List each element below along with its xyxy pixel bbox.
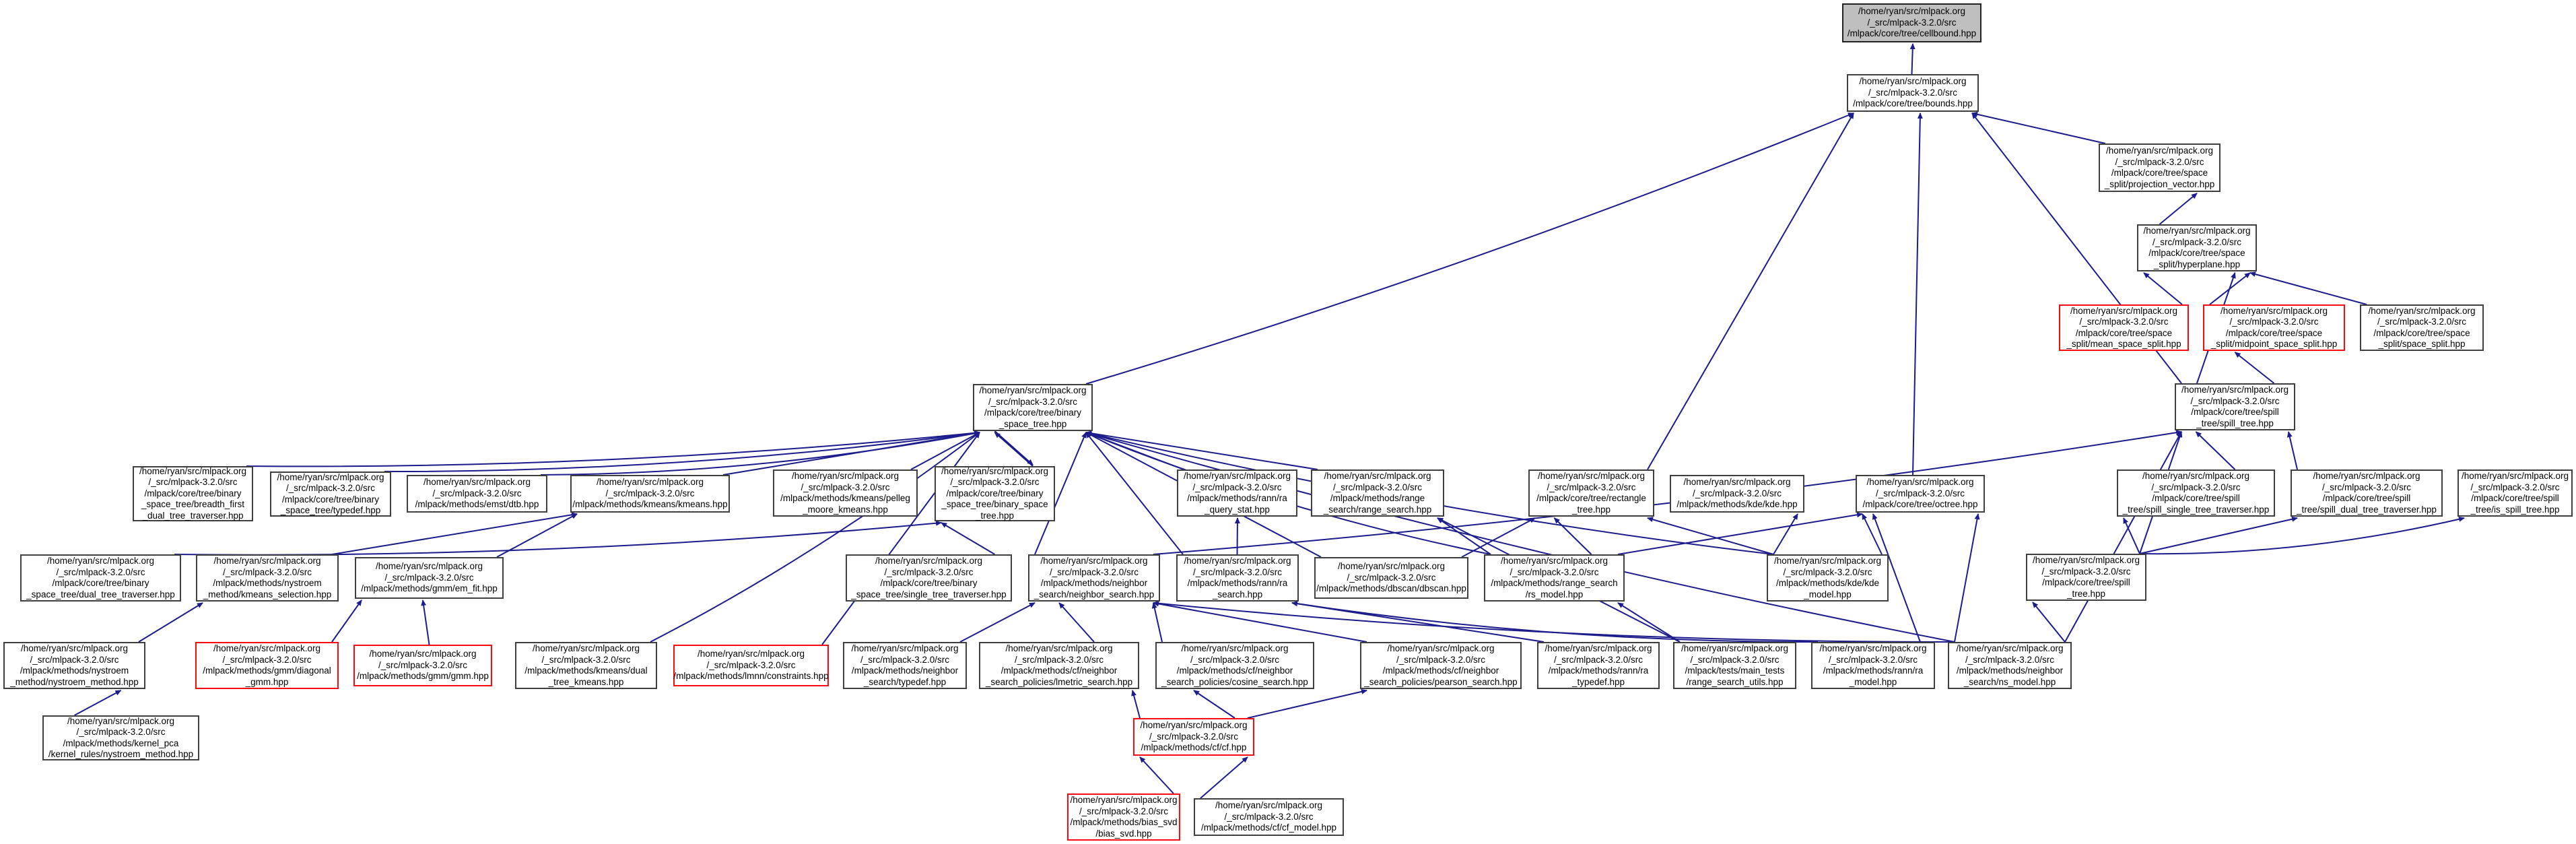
graph-node-label-line: /_src/mlpack-3.2.0/src [222, 566, 312, 577]
graph-node-label-line: _search/neighbor_search.hpp [1033, 589, 1155, 599]
graph-node-label-line: /mlpack/core/tree/cellbound.hpp [1847, 28, 1977, 39]
graph-node-rectangle_tree[interactable] [1528, 469, 1654, 517]
graph-node-label-line: /_src/mlpack-3.2.0/src [1224, 811, 1314, 822]
graph-node-label-line: /home/ryan/src/mlpack.org [2143, 226, 2251, 236]
graph-node-label-line: /mlpack/core/tree/binary [984, 408, 1082, 418]
graph-node-label-line: _typedef.hpp [1571, 676, 1625, 687]
edge-nystroem_method-to-kmeans_selection [139, 603, 203, 642]
graph-node-label-line: /_src/mlpack-3.2.0/src [605, 488, 695, 498]
graph-node-label-line: _tree/spill_tree.hpp [2196, 418, 2274, 428]
graph-node-label-line: /_src/mlpack-3.2.0/src [2321, 482, 2412, 492]
graph-node-spill_dual_tree_traverser[interactable] [2291, 469, 2443, 517]
edge-binary_space_tree_inner-to-binary_space_tree [995, 432, 1033, 466]
graph-node-spill_tree[interactable] [2175, 383, 2295, 430]
graph-node-label-line: /_src/mlpack-3.2.0/src [860, 654, 950, 665]
edge-cosine_search-to-neighbor_search [1153, 603, 1162, 642]
graph-node-label-line: /_src/mlpack-3.2.0/src [1868, 87, 1958, 98]
graph-node-label-line: /home/ryan/src/mlpack.org [1537, 471, 1646, 481]
graph-node-label-line: _search/typedef.hpp [863, 676, 947, 687]
edge-rs_model-to-rectangle_tree [1555, 518, 1592, 554]
graph-node-label-line: /mlpack/methods/gmm/gmm.hpp [357, 671, 489, 682]
edge-octree-to-bounds [1913, 113, 1920, 475]
edge-bounds-to-cellbound [1912, 44, 1913, 74]
graph-node-label-line: /mlpack/core/tree/space [2148, 248, 2245, 258]
graph-node-rs_model[interactable] [1484, 554, 1625, 602]
graph-node-label-line: _split/projection_vector.hpp [2104, 178, 2215, 189]
graph-node-label-line: /mlpack/methods/gmm/diagonal [203, 666, 331, 676]
graph-node-label-line: _tree/is_spill_tree.hpp [2470, 504, 2560, 515]
graph-node-label-line: /home/ryan/src/mlpack.org [423, 477, 531, 488]
graph-node-label-line: /_src/mlpack-3.2.0/src [56, 566, 145, 577]
graph-node-bias_svd[interactable] [1067, 793, 1180, 841]
graph-node-label-line: /_src/mlpack-3.2.0/src [378, 659, 468, 670]
graph-node-label-line: /home/ryan/src/mlpack.org [1683, 477, 1791, 488]
edge-bst_typedef-to-binary_space_tree [384, 432, 980, 472]
graph-node-label-line: _search.hpp [1212, 589, 1263, 599]
graph-node-label-line: /mlpack/methods/neighbor [851, 666, 959, 676]
graph-node-label-line: /bias_svd.hpp [1095, 828, 1152, 839]
graph-node-label-line: /_src/mlpack-3.2.0/src [801, 482, 890, 492]
graph-node-neighbor_search[interactable] [1028, 554, 1160, 602]
graph-node-label-line: /_src/mlpack-3.2.0/src [432, 488, 522, 498]
graph-node-is_spill_tree[interactable] [2458, 469, 2573, 517]
graph-node-dbscan[interactable] [1314, 557, 1468, 599]
edge-mean_space_split-to-hyperplane [2144, 273, 2182, 304]
edge-kde_model-to-rectangle_tree [1648, 518, 1773, 554]
graph-node-label-line: /mlpack/methods/rann/ra [1187, 578, 1288, 588]
graph-node-label-line: /mlpack/core/tree/binary [281, 494, 380, 505]
graph-node-label-line: /home/ryan/src/mlpack.org [1215, 800, 1323, 811]
graph-node-label-line: _dual_tree_traverser.hpp [142, 510, 244, 521]
graph-node-label-line: _tree_kmeans.hpp [548, 676, 624, 687]
graph-node-label-line: /_src/mlpack-3.2.0/src [1867, 17, 1957, 28]
graph-node-label-line: /home/ryan/src/mlpack.org [1859, 76, 1967, 87]
graph-node-label-line: /mlpack/methods/cf/neighbor [1176, 666, 1293, 676]
graph-node-diagonal_gmm[interactable] [195, 642, 339, 689]
graph-node-pearson_search[interactable] [1360, 642, 1522, 689]
graph-node-breadth_first_dual_tree_traverser[interactable] [133, 466, 253, 521]
graph-node-bst_typedef[interactable] [270, 472, 391, 517]
graph-node-label-line: /mlpack/core/tree/space [2225, 327, 2323, 338]
graph-node-single_tree_traverser[interactable] [846, 554, 1012, 602]
graph-node-midpoint_space_split[interactable] [2203, 304, 2345, 351]
edge-core_spill_tree-to-is_spill_tree [2140, 518, 2464, 554]
edge-dual_tree_kmeans-to-binary_space_tree [650, 432, 983, 642]
graph-node-label-line: /_src/mlpack-3.2.0/src [541, 654, 631, 665]
graph-node-label-line: _tree/spill_single_tree_traverser.hpp [2122, 504, 2270, 515]
graph-node-label-line: /_src/mlpack-3.2.0/src [222, 654, 312, 665]
graph-node-label-line: /_src/mlpack-3.2.0/src [2115, 156, 2204, 167]
edge-cf-to-lmetric_search [1132, 690, 1140, 718]
graph-node-label-line: /home/ryan/src/mlpack.org [2461, 471, 2569, 481]
edge-cf-to-pearson_search [1248, 690, 1367, 718]
graph-node-label-line: /_src/mlpack-3.2.0/src [1014, 654, 1104, 665]
edge-ns_model-to-spill_tree [2065, 432, 2181, 642]
edge-kernel_pca_nystroem-to-nystroem_method [75, 690, 121, 715]
edge-spill_dual_tree_traverser-to-spill_tree [2289, 432, 2297, 469]
edge-breadth_first_dual_tree_traverser-to-binary_space_tree [246, 432, 980, 466]
graph-node-label-line: _method/nystroem_method.hpp [10, 676, 139, 687]
graph-node-label-line: /mlpack/methods/nystroem [213, 578, 322, 588]
graph-node-projection_vector[interactable] [2099, 143, 2221, 192]
graph-node-label-line: /mlpack/methods/kmeans/dual [524, 666, 648, 676]
graph-node-label-line: /mlpack/methods/range_search [1491, 578, 1618, 588]
graph-node-label-line: /_src/mlpack-3.2.0/src [988, 396, 1078, 407]
graph-node-label-line: _search_policies/pearson_search.hpp [1364, 676, 1518, 687]
graph-node-label-line: _split/midpoint_space_split.hpp [2210, 339, 2338, 349]
graph-node-label-line: /kernel_rules/nystroem_method.hpp [48, 749, 194, 759]
graph-node-label-line: _method/kmeans_selection.hpp [203, 589, 332, 599]
graph-node-label-line: /mlpack/core/tree/spill [2152, 493, 2240, 503]
graph-node-label-line: _space_tree/binary_space [941, 499, 1048, 510]
graph-node-label-line: /mlpack/methods/cf/neighbor [1001, 666, 1118, 676]
graph-node-label-line: /mlpack/methods/nystroem [20, 666, 129, 676]
graph-node-label-line: /_src/mlpack-3.2.0/src [2190, 395, 2280, 406]
graph-node-label-line: /mlpack/core/tree/spill [2322, 493, 2411, 503]
graph-node-spill_single_tree_traverser[interactable] [2117, 469, 2275, 517]
graph-node-label-line: /mlpack/core/tree/bounds.hpp [1853, 98, 1973, 109]
graph-node-kde[interactable] [1670, 475, 1804, 513]
graph-node-label-line: /home/ryan/src/mlpack.org [213, 643, 321, 653]
graph-node-label-line: /mlpack/methods/cf/cf.hpp [1141, 742, 1247, 753]
graph-node-label-line: /range_search_utils.hpp [1686, 676, 1784, 687]
graph-node-label-line: /home/ryan/src/mlpack.org [1181, 643, 1289, 653]
graph-node-label-line: _space_tree/dual_tree_traverser.hpp [26, 589, 175, 599]
edge-dual_tree_traverser-to-binary_space_tree_inner [174, 523, 941, 555]
graph-node-label-line: /mlpack/core/tree/octree.hpp [1862, 499, 1978, 510]
edge-kde_model-to-kde [1773, 514, 1798, 554]
edge-lmetric_search-to-neighbor_search [1059, 603, 1094, 642]
graph-node-label-line: /_src/mlpack-3.2.0/src [1965, 654, 2055, 665]
graph-node-label-line: /_src/mlpack-3.2.0/src [2229, 317, 2319, 327]
graph-node-space_split[interactable] [2360, 304, 2484, 351]
graph-node-label-line: /_src/mlpack-3.2.0/src [1553, 654, 1643, 665]
graph-node-label-line: /_src/mlpack-3.2.0/src [884, 566, 974, 577]
graph-node-label-line: _tree.hpp [975, 510, 1015, 521]
graph-node-label-line: /mlpack/core/tree/binary [880, 578, 978, 588]
graph-node-label-line: /_src/mlpack-3.2.0/src [2377, 317, 2467, 327]
edge-spill_tree-to-midpoint_space_split [2235, 352, 2274, 383]
graph-node-label-line: _tree/spill_dual_tree_traverser.hpp [2297, 504, 2437, 515]
graph-node-label-line: /_src/mlpack-3.2.0/src [1692, 488, 1782, 498]
graph-node-label-line: /home/ryan/src/mlpack.org [596, 477, 704, 488]
graph-node-label-line: /home/ryan/src/mlpack.org [1070, 795, 1178, 805]
graph-node-label-line: _space_tree.hpp [998, 418, 1067, 429]
graph-node-label-line: /_src/mlpack-3.2.0/src [2079, 317, 2169, 327]
graph-node-label-line: /_src/mlpack-3.2.0/src [76, 727, 166, 737]
graph-node-label-line: /home/ryan/src/mlpack.org [791, 471, 900, 481]
graph-node-label-line: _split/hyperplane.hpp [2153, 259, 2241, 269]
graph-node-nystroem_method[interactable] [3, 642, 145, 689]
graph-node-label-line: /home/ryan/src/mlpack.org [1545, 643, 1652, 653]
edge-constraints-to-binary_space_tree [822, 432, 983, 645]
graph-node-label-line: /home/ryan/src/mlpack.org [1387, 643, 1495, 653]
graph-node-label-line: /_src/mlpack-3.2.0/src [1510, 566, 1599, 577]
graph-node-label-line: /_src/mlpack-3.2.0/src [1547, 482, 1636, 492]
graph-node-label-line: /_src/mlpack-3.2.0/src [1332, 482, 1423, 492]
graph-node-range_search_utils[interactable] [1673, 642, 1796, 689]
graph-node-cf_model[interactable] [1194, 798, 1344, 836]
graph-node-label-line: /_src/mlpack-3.2.0/src [1079, 806, 1169, 816]
graph-node-label-line: _split/space_split.hpp [2378, 339, 2466, 349]
edge-ns_model-to-neighbor_search [1153, 603, 1955, 642]
edge-cf-to-cosine_search [1194, 690, 1235, 718]
graph-node-label-line: _gmm.hpp [245, 676, 289, 687]
graph-node-label-line: /mlpack/methods/kernel_pca [63, 738, 179, 748]
edge-ns_model-to-core_spill_tree [2033, 602, 2065, 642]
graph-node-label-line: /_src/mlpack-3.2.0/src [2152, 236, 2242, 247]
graph-node-label-line: /_src/mlpack-3.2.0/src [1049, 566, 1139, 577]
graph-node-ns_typedef[interactable] [843, 642, 967, 689]
graph-node-label-line: /_src/mlpack-3.2.0/src [1875, 488, 1965, 498]
graph-node-label-line: _space_tree/breadth_first [141, 499, 245, 510]
graph-node-label-line: /mlpack/core/tree/spill [2042, 577, 2130, 587]
graph-node-label-line: /_src/mlpack-3.2.0/src [384, 572, 474, 583]
graph-node-label-line: /home/ryan/src/mlpack.org [875, 556, 983, 566]
graph-node-label-line: /home/ryan/src/mlpack.org [1005, 643, 1113, 653]
graph-node-label-line: /mlpack/core/tree/space [2373, 327, 2470, 338]
graph-node-label-line: /home/ryan/src/mlpack.org [1819, 643, 1927, 653]
graph-node-label-line: _moore_kmeans.hpp [803, 504, 888, 515]
graph-node-label-line: /mlpack/methods/bias_svd [1070, 817, 1178, 827]
graph-node-label-line: /_src/mlpack-3.2.0/src [285, 483, 376, 493]
graph-node-label-line: /home/ryan/src/mlpack.org [1184, 556, 1291, 566]
graph-node-kernel_pca_nystroem[interactable] [42, 715, 199, 760]
edge-hyperplane-to-projection_vector [2160, 193, 2198, 224]
graph-node-label-line: /mlpack/core/tree/spill [2471, 493, 2559, 503]
graph-node-label-line: _space_tree/single_tree_traverser.hpp [851, 589, 1007, 599]
graph-node-label-line: /_src/mlpack-3.2.0/src [1192, 482, 1282, 492]
edge-kde_model-to-octree [1862, 514, 1882, 554]
graph-node-label-line: /_src/mlpack-3.2.0/src [706, 659, 796, 670]
graph-node-label-line: _tree.hpp [2066, 588, 2106, 599]
graph-node-lmetric_search[interactable] [979, 642, 1139, 689]
edge-ns_typedef-to-neighbor_search [960, 603, 1035, 642]
graph-node-label-line: /home/ryan/src/mlpack.org [213, 556, 321, 566]
edge-ns_model-to-binary_space_tree [1086, 432, 1955, 642]
graph-node-label-line: /home/ryan/src/mlpack.org [277, 472, 384, 482]
graph-node-mean_space_split[interactable] [2059, 304, 2189, 351]
graph-node-core_spill_tree[interactable] [2026, 554, 2146, 601]
graph-node-label-line: /mlpack/core/tree/rectangle [1536, 493, 1646, 503]
graph-node-label-line: /home/ryan/src/mlpack.org [375, 561, 483, 572]
graph-node-label-line: /_src/mlpack-3.2.0/src [2151, 482, 2241, 492]
edge-binary_space_tree-to-bounds [1086, 113, 1854, 384]
graph-node-label-line: /mlpack/methods/dbscan/dbscan.hpp [1316, 583, 1466, 594]
graph-node-label-line: /_src/mlpack-3.2.0/src [1828, 654, 1918, 665]
edge-ra_model-to-ra_search [1292, 603, 1818, 642]
graph-node-label-line: /home/ryan/src/mlpack.org [1866, 477, 1974, 488]
graph-node-hyperplane[interactable] [2137, 224, 2257, 271]
graph-node-cf[interactable] [1133, 718, 1254, 756]
graph-node-label-line: /_src/mlpack-3.2.0/src [1783, 566, 1872, 577]
graph-node-label-line: /home/ryan/src/mlpack.org [139, 465, 247, 476]
graph-node-constraints[interactable] [673, 645, 829, 686]
graph-node-label-line: /mlpack/core/tree/space [2075, 327, 2173, 338]
edge-bias_svd-to-cf [1140, 757, 1174, 793]
graph-node-label-line: /home/ryan/src/mlpack.org [67, 715, 175, 726]
graph-node-label-line: /_src/mlpack-3.2.0/src [1149, 731, 1239, 742]
graph-node-kde_model[interactable] [1767, 554, 1889, 602]
graph-node-label-line: _split/mean_space_split.hpp [2066, 339, 2181, 349]
graph-node-label-line: /home/ryan/src/mlpack.org [2220, 305, 2328, 316]
graph-node-label-line: _search_policies/cosine_search.hpp [1161, 676, 1308, 687]
graph-node-label-line: /home/ryan/src/mlpack.org [1040, 556, 1148, 566]
graph-node-label-line: /_src/mlpack-3.2.0/src [1396, 654, 1486, 665]
graph-node-dual_tree_kmeans[interactable] [515, 642, 657, 689]
graph-node-label-line: _model.hpp [1804, 589, 1852, 599]
graph-node-label-line: /home/ryan/src/mlpack.org [1773, 556, 1882, 566]
graph-node-label-line: /home/ryan/src/mlpack.org [979, 385, 1087, 395]
graph-node-label-line: /home/ryan/src/mlpack.org [1956, 643, 2064, 653]
graph-node-label-line: _model.hpp [1849, 676, 1897, 687]
edge-dbscan-to-rectangle_tree [1462, 518, 1535, 557]
edge-cf_model-to-cf [1200, 757, 1248, 798]
graph-node-label-line: /_src/mlpack-3.2.0/src [2041, 566, 2131, 577]
graph-node-dual_tree_traverser[interactable] [20, 554, 181, 602]
graph-node-kmeans[interactable] [570, 475, 730, 513]
graph-node-label-line: /home/ryan/src/mlpack.org [1183, 471, 1291, 481]
edge-diagonal_gmm-to-em_fit [332, 600, 362, 642]
graph-node-label-line: _search_policies/lmetric_search.hpp [985, 676, 1133, 687]
graph-node-label-line: /home/ryan/src/mlpack.org [851, 643, 959, 653]
graph-node-label-line: /_src/mlpack-3.2.0/src [1190, 654, 1280, 665]
graph-node-label-line: /mlpack/methods/rann/ra [1548, 666, 1649, 676]
graph-node-label-line: /home/ryan/src/mlpack.org [2032, 555, 2140, 565]
graph-node-label-line: _search/ns_model.hpp [1963, 676, 2056, 687]
graph-node-ra_query_stat[interactable] [1177, 469, 1297, 517]
graph-node-label-line: _tree.hpp [1571, 504, 1611, 515]
graph-node-cellbound[interactable] [1842, 3, 1981, 42]
graph-node-label-line: /rs_model.hpp [1525, 589, 1584, 599]
graph-node-label-line: /_src/mlpack-3.2.0/src [30, 654, 119, 665]
graph-node-label-line: /home/ryan/src/mlpack.org [1858, 6, 1966, 17]
graph-node-label-line: /_src/mlpack-3.2.0/src [148, 477, 238, 488]
graph-node-label-line: /mlpack/methods/rann/ra [1187, 493, 1287, 503]
graph-node-label-line: /_src/mlpack-3.2.0/src [2470, 482, 2560, 492]
graph-node-ra_search[interactable] [1176, 554, 1299, 602]
edge-rectangle_tree-to-bounds [1648, 113, 1854, 469]
graph-node-label-line: /mlpack/methods/cf/neighbor [1382, 666, 1499, 676]
graph-node-label-line: /home/ryan/src/mlpack.org [1337, 561, 1446, 572]
graph-node-label-line: /mlpack/methods/kde/kde.hpp [1676, 499, 1798, 510]
graph-node-label-line: /_src/mlpack-3.2.0/src [1192, 566, 1283, 577]
graph-node-label-line: /home/ryan/src/mlpack.org [2142, 471, 2250, 481]
graph-node-kmeans_selection[interactable] [196, 554, 339, 602]
graph-node-label-line: /home/ryan/src/mlpack.org [1140, 720, 1248, 731]
graph-node-label-line: /mlpack/methods/range [1330, 493, 1425, 503]
edge-core_spill_tree-to-spill_single_tree_traverser [2124, 518, 2140, 554]
graph-node-label-line: /mlpack/methods/lmnn/constraints.hpp [673, 671, 829, 682]
graph-node-label-line: /mlpack/core/tree/spill [2191, 407, 2279, 417]
graph-node-binary_space_tree[interactable] [973, 384, 1093, 431]
graph-node-label-line: /mlpack/methods/neighbor [1040, 578, 1148, 588]
edge-space_split-to-hyperplane [2250, 273, 2367, 304]
graph-node-cosine_search[interactable] [1155, 642, 1314, 689]
graph-node-ns_model[interactable] [1948, 642, 2072, 689]
graph-node-label-line: /home/ryan/src/mlpack.org [1324, 471, 1431, 481]
graph-node-bounds[interactable] [1847, 74, 1979, 112]
edge-spill_single_tree_traverser-to-spill_tree [2196, 432, 2235, 469]
graph-node-gmm[interactable] [353, 645, 492, 686]
graph-node-octree[interactable] [1856, 475, 1985, 513]
graph-node-binary_space_tree_inner[interactable] [935, 466, 1055, 521]
graph-node-label-line: /mlpack/methods/gmm/em_fit.hpp [361, 583, 498, 594]
graph-node-label-line: /home/ryan/src/mlpack.org [369, 649, 477, 659]
edge-single_tree_traverser-to-binary_space_tree_inner [941, 523, 995, 554]
graph-node-label-line: /mlpack/methods/rann/ra [1823, 666, 1924, 676]
graph-node-label-line: /home/ryan/src/mlpack.org [46, 556, 155, 566]
graph-node-label-line: _search/range_search.hpp [1323, 504, 1432, 515]
edge-gmm-to-em_fit [423, 600, 430, 645]
graph-node-ra_typedef[interactable] [1537, 642, 1660, 689]
graph-node-label-line: /mlpack/core/tree/space [2111, 168, 2208, 178]
graph-node-label-line: /mlpack/core/tree/binary [946, 488, 1044, 498]
graph-node-label-line: /home/ryan/src/mlpack.org [697, 649, 805, 659]
graph-node-label-line: /home/ryan/src/mlpack.org [941, 465, 1049, 476]
graph-node-label-line: /mlpack/methods/emst/dtb.hpp [415, 499, 539, 510]
graph-node-ra_model[interactable] [1811, 642, 1935, 689]
graph-node-label-line: /_src/mlpack-3.2.0/src [1690, 654, 1780, 665]
graph-node-dtb[interactable] [407, 475, 547, 513]
edge-ns_model-to-octree [1955, 514, 1978, 642]
graph-node-pelleg_moore_kmeans[interactable] [773, 469, 918, 517]
graph-node-label-line: /_src/mlpack-3.2.0/src [1347, 572, 1436, 583]
graph-node-label-line: /home/ryan/src/mlpack.org [2070, 305, 2178, 316]
graph-node-label-line: /mlpack/methods/kmeans/kmeans.hpp [572, 499, 728, 510]
graph-node-label-line: /mlpack/methods/neighbor [1956, 666, 2064, 676]
graph-node-label-line: /home/ryan/src/mlpack.org [1681, 643, 1789, 653]
graph-node-label-line: /mlpack/methods/kde/kde [1775, 578, 1880, 588]
graph-node-label-line: /mlpack/tests/main_tests [1685, 666, 1785, 676]
graph-node-label-line: /home/ryan/src/mlpack.org [2105, 145, 2214, 156]
graph-node-label-line: /mlpack/core/tree/binary [52, 578, 149, 588]
graph-node-em_fit[interactable] [355, 557, 504, 599]
graph-node-label-line: /mlpack/methods/kmeans/pelleg [780, 493, 910, 503]
graph-node-label-line: /_src/mlpack-3.2.0/src [950, 477, 1040, 488]
graph-node-label-line: /mlpack/core/tree/binary [144, 488, 242, 498]
graph-node-label-line: _query_stat.hpp [1205, 504, 1270, 515]
graph-node-label-line: /home/ryan/src/mlpack.org [2181, 385, 2289, 395]
edge-binary_space_tree-to-binary_space_tree_inner [995, 431, 1033, 465]
graph-node-range_search[interactable] [1311, 469, 1444, 517]
graph-node-label-line: /home/ryan/src/mlpack.org [2368, 305, 2476, 316]
graph-node-label-line: /home/ryan/src/mlpack.org [20, 643, 129, 653]
graph-node-label-line: /home/ryan/src/mlpack.org [1500, 556, 1608, 566]
graph-node-label-line: /home/ryan/src/mlpack.org [532, 643, 640, 653]
graph-node-label-line: /mlpack/methods/cf/cf_model.hpp [1200, 822, 1337, 833]
graph-node-label-line: /home/ryan/src/mlpack.org [2313, 471, 2420, 481]
graph-node-label-line: _space_tree/typedef.hpp [280, 505, 381, 515]
